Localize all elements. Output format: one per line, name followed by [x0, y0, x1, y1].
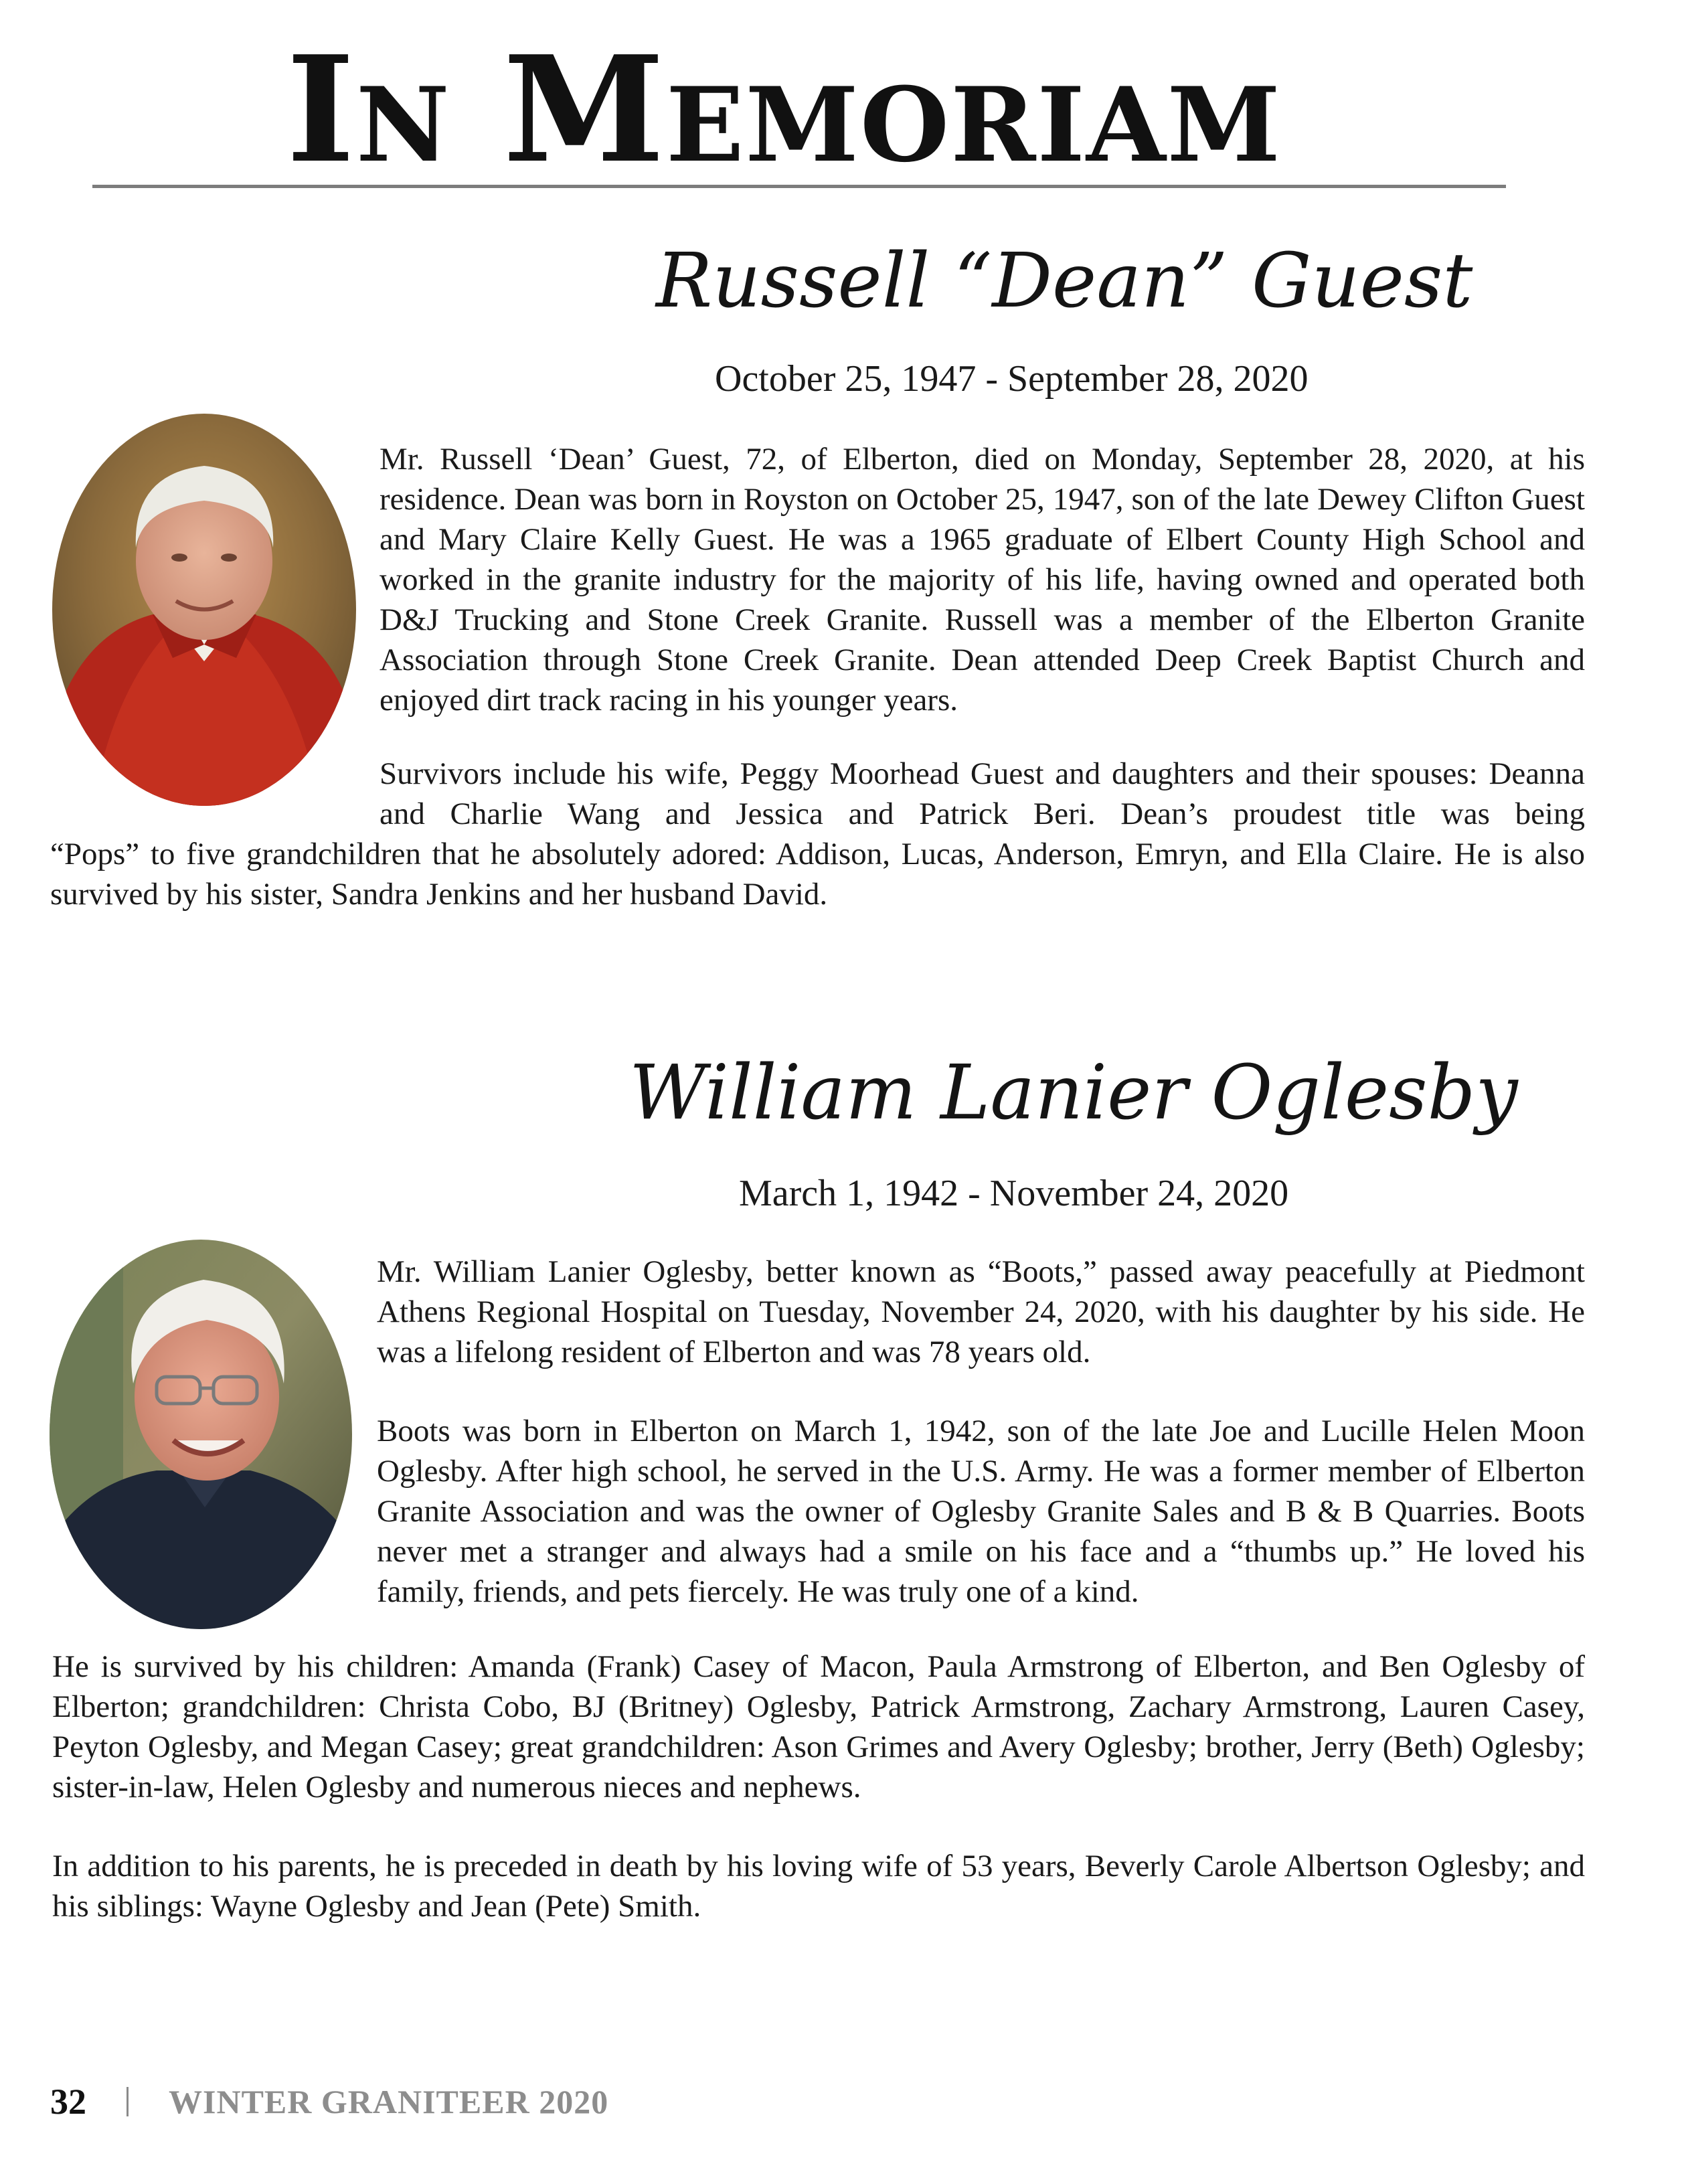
obituary-dates: March 1, 1942 - November 24, 2020: [739, 1173, 1289, 1214]
title-divider: [92, 185, 1506, 188]
page-number: 32: [50, 2082, 86, 2122]
portrait-photo: [52, 414, 356, 806]
obituary-name: William Lanier Oglesby: [629, 1049, 1518, 1137]
obituary-paragraph: In addition to his parents, he is preceded in death by his loving wife of 53 years, Beverly Carole Albertson Oglesby; and his siblings: Wayne Oglesby and Jean (Pete) Smith.: [52, 1849, 1585, 1924]
masthead: [0, 24, 1682, 195]
obituary-paragraph: Survivors include his wife, Peggy Moorhead Guest and daughters and their spouses: Deanna and Charlie Wang and Jessica and Patrick Beri. Dean’s proudest title was being: [380, 756, 1585, 831]
obituary-paragraph: He is survived by his children: Amanda (Frank) Casey of Macon, Paula Armstrong of Elberton, and Ben Oglesby of Elberton; grandchildren: Christa Cobo, BJ (Britney) Oglesby, Patrick Armstrong, Zachary Armstrong, Lauren Casey, Peyton Oglesby, and Megan Casey; great grandchildren: Ason Grimes and Avery Oglesby; brother, Jerry (Beth) Oglesby; sister-in-law, Helen Oglesby and numerous nieces and nephews.: [52, 1649, 1585, 1804]
page-title: In Memoriam: [286, 24, 1282, 195]
obituary-paragraph: “Pops” to five grandchildren that he absolutely adored: Addison, Lucas, Anderson, Emryn, and Ella Claire. He is also survived by his sister, Sandra Jenkins and her husband David.: [50, 837, 1585, 912]
obituary-paragraph: Boots was born in Elberton on March 1, 1942, son of the late Joe and Lucille Helen Moon Oglesby. After high school, he served in the U.S. Army. He was a former member of Elberton Granite Association and was the owner of Oglesby Granite Sales and B & B Quarries. Boots never met a stranger and always had a smile on his face and a “thumbs up.” He loved his family, friends, and pets fiercely. He was truly one of a kind.: [377, 1414, 1585, 1609]
footer-divider: [127, 2087, 129, 2116]
obituary-paragraph: Mr. William Lanier Oglesby, better known as “Boots,” passed away peacefully at Piedmont Athens Regional Hospital on Tuesday, November 24, 2020, with his daughter by his side. He was a lifelong resident of Elberton and was 78 years old.: [377, 1254, 1585, 1369]
obituary-paragraph: Mr. Russell ‘Dean’ Guest, 72, of Elberton, died on Monday, September 28, 2020, at his residence. Dean was born in Royston on October 25, 1947, son of the late Dewey Clifton Guest and Mary Claire Kelly Guest. He was a 1965 graduate of Elbert County High School and worked in the granite industry for the majority of his life, having owned and operated both D&J Trucking and Stone Creek Granite. Russell was a member of the Elberton Granite Association through Stone Creek Granite. Dean attended Deep Creek Baptist Church and enjoyed dirt track racing in his younger years.: [380, 442, 1585, 718]
page-footer: [50, 2082, 608, 2122]
obituary-name: Russell “Dean” Guest: [656, 238, 1473, 325]
portrait-photo: [50, 1240, 352, 1629]
publication-name: WINTER GRANITEER 2020: [169, 2083, 609, 2120]
obituary-dates: October 25, 1947 - September 28, 2020: [715, 358, 1309, 400]
